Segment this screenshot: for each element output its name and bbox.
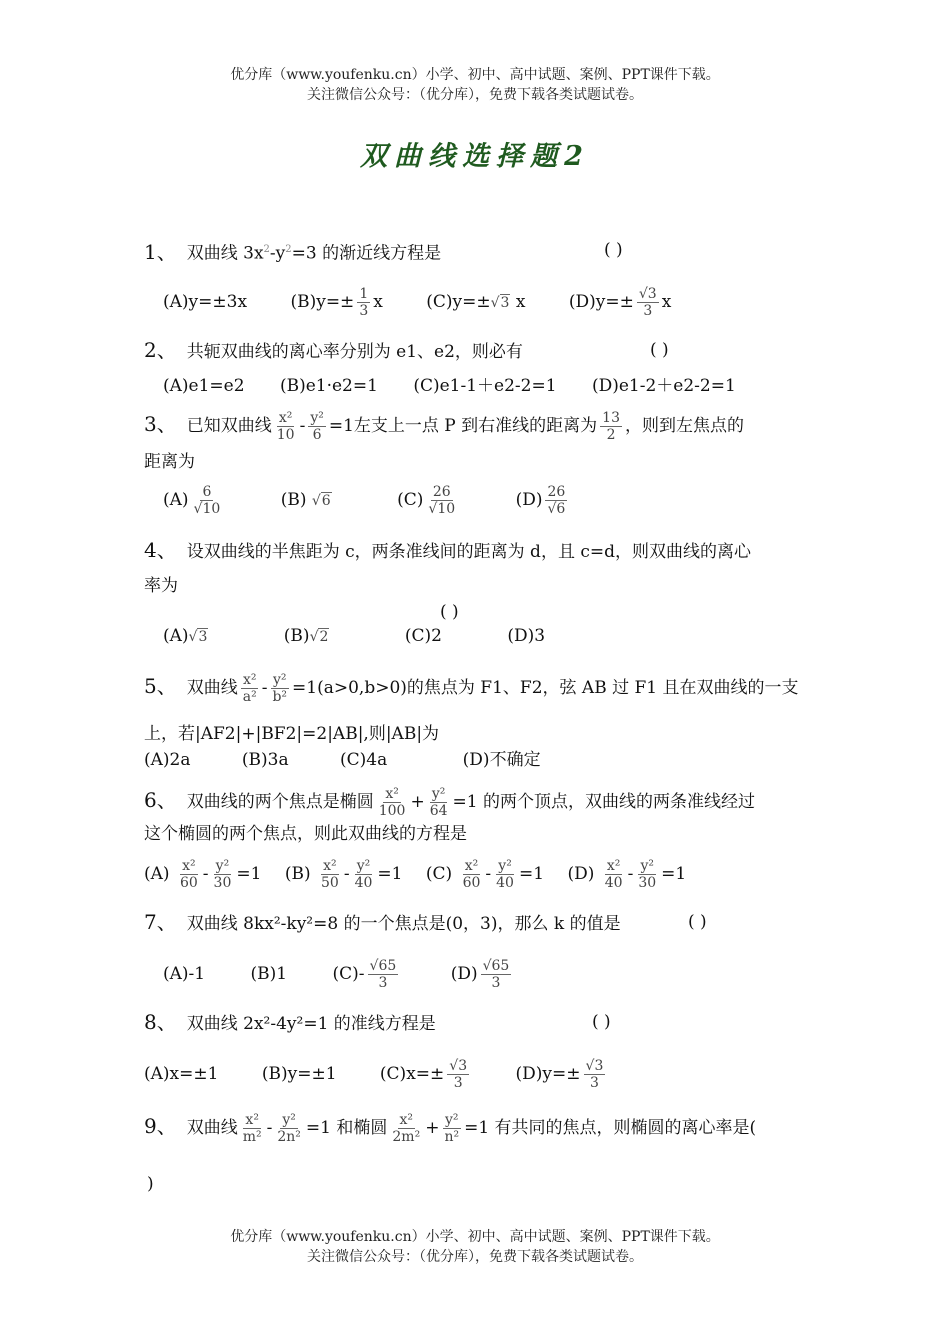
- option-c: (C)2: [404, 626, 442, 646]
- question-2: 2、 共轭双曲线的离心率分别为 e1、e2，则必有 ( ): [144, 338, 669, 362]
- option-d: (D)e1-2＋e2-2=1: [591, 376, 736, 396]
- question-8: 8、 双曲线 2x²-4y²=1 的准线方程是 ( ): [144, 1010, 611, 1034]
- option-d: (D) $\frac{\text{x²}}{40}$ - $\frac{\text{y²}}{30}$ =1: [567, 858, 687, 891]
- option-d: (D)y=± $\frac{√3}{3}$: [515, 1058, 604, 1091]
- page-title: 双曲线选择题2: [360, 141, 590, 172]
- question-4: 4、 设双曲线的半焦距为 c，两条准线间的距离为 d，且 c=d，则双曲线的离心: [144, 538, 751, 562]
- question-7-options: [163, 958, 552, 991]
- option-b: (B)1: [250, 964, 288, 984]
- footer-line-1: 优分库（www.youfenku.cn）小学、初中、高中试题、案例、PPT课件下载。: [230, 1229, 720, 1245]
- header-line-1: 优分库（www.youfenku.cn）小学、初中、高中试题、案例、PPT课件下载。: [230, 67, 720, 83]
- option-d: (D) $\frac{26}{√6}$: [515, 484, 566, 517]
- option-a: (A)x=±1: [144, 1064, 219, 1084]
- option-b: (B) $\frac{\text{x²}}{50}$ - $\frac{\text{y²}}{40}$ =1: [284, 858, 403, 891]
- question-8-options: [144, 1058, 646, 1091]
- answer-blank: ( ): [650, 340, 669, 360]
- option-d: (D)y=± $\frac{√3}{3}$ x: [568, 286, 672, 319]
- question-7: 7、 双曲线 8kx²-ky²=8 的一个焦点是(0，3)，那么 k 的值是 ( ): [144, 910, 707, 934]
- option-c: (C)e1-1＋e2-2=1: [413, 376, 557, 396]
- question-6-options: [144, 858, 724, 891]
- answer-blank: ( ): [688, 912, 707, 932]
- question-5: 5、 双曲线 $\frac{\text{x²}}{\text{a²}}$ - $\frac{\text{y²}}{\text{b²}}$ =1(a>0,b>0)的焦点为 F1、F2，弦 AB 过 F1 且在双曲线的一支: [144, 672, 799, 705]
- header-line-2: 关注微信公众号：（优分库），免费下载各类试题试卷。: [307, 87, 643, 103]
- question-9-line-2: ): [147, 1174, 154, 1194]
- question-6: 6、 双曲线的两个焦点是椭圆 $\frac{\text{x²}}{100}$ + $\frac{\text{y²}}{64}$ =1 的两个顶点，双曲线的两条准线经过: [144, 786, 756, 819]
- question-1: 1、 双曲线 $3x^2-y^2=3$ 的渐近线方程是 ( ): [144, 239, 623, 264]
- answer-blank: ( ): [440, 602, 459, 622]
- option-c: (C)y=±√3 x: [426, 292, 526, 312]
- question-1-options: [163, 286, 709, 319]
- option-d: (D) $\frac{√65}{3}$: [450, 958, 510, 991]
- question-5-options: [144, 748, 579, 772]
- option-c: (C)4a: [340, 750, 388, 770]
- option-a: (A)-1: [163, 964, 206, 984]
- question-4-options: [163, 624, 583, 649]
- question-2-options: [163, 374, 774, 398]
- answer-blank: ( ): [592, 1012, 611, 1032]
- option-c: (C)x=± $\frac{√3}{3}$: [379, 1058, 468, 1091]
- question-3: 3、 已知双曲线 $\frac{\text{x²}}{10}$ - $\frac{\text{y²}}{6}$ =1左支上一点 P 到右准线的距离为 $\frac{13}{2}$ ，则到左焦点的: [144, 410, 744, 443]
- option-a: (A)e1=e2: [163, 376, 245, 396]
- option-d: (D)3: [507, 626, 546, 646]
- question-6-line-2: 这个椭圆的两个焦点，则此双曲线的方程是: [144, 824, 467, 844]
- option-a: (A) $\frac{6}{√10}$: [163, 484, 221, 517]
- option-c: (C) $\frac{\text{x²}}{60}$ - $\frac{\text{y²}}{40}$ =1: [425, 858, 545, 891]
- option-b: (B)√2: [283, 626, 329, 646]
- footer-line-2: 关注微信公众号：（优分库），免费下载各类试题试卷。: [307, 1249, 643, 1265]
- option-a: (A)2a: [144, 750, 191, 770]
- option-b: (B) √6: [280, 490, 331, 510]
- option-b: (B)3a: [241, 750, 289, 770]
- question-3-line-2: 距离为: [144, 452, 195, 472]
- option-a: (A) $\frac{\text{x²}}{60}$ - $\frac{\text{y²}}{30}$ =1: [144, 858, 262, 891]
- question-4-line-2: 率为: [144, 576, 178, 596]
- question-9: 9、 双曲线 $\frac{\text{x²}}{\text{m²}}$ - $\frac{\text{y²}}{\text{2n²}}$ =1 和椭圆 $\frac{\text{x²}}{\text{2m²}}$ + $\frac{\text{y²}}{\text{n²}}$ =1 有共同的焦点，则椭圆的离心率是(: [144, 1112, 757, 1145]
- option-b: (B)e1·e2=1: [279, 376, 378, 396]
- option-b: (B)y=± $\frac{1}{3}$ x: [290, 286, 383, 319]
- option-c: (C)- $\frac{√65}{3}$: [332, 958, 397, 991]
- question-3-options: [163, 484, 608, 517]
- option-a: (A)y=±3x: [163, 292, 248, 312]
- answer-blank: ( ): [604, 240, 623, 260]
- question-5-line-2: 上，若|AF2|+|BF2|=2|AB|,则|AB|为: [144, 724, 440, 744]
- option-d: (D)不确定: [462, 750, 541, 770]
- option-c: (C) $\frac{26}{√10}$: [397, 484, 456, 517]
- option-b: (B)y=±1: [261, 1064, 337, 1084]
- option-a: (A)√3: [163, 626, 208, 646]
